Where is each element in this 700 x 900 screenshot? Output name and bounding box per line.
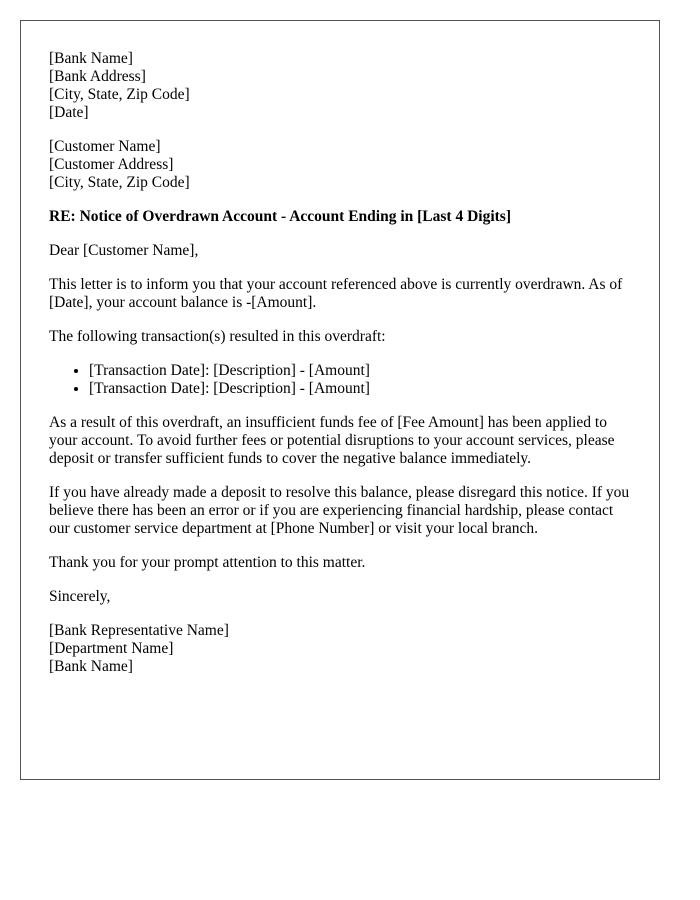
customer-city-state-zip: [City, State, Zip Code]: [49, 174, 190, 191]
thanks-paragraph: Thank you for your prompt attention to this matter.: [49, 554, 366, 571]
bank-city-state-zip: [City, State, Zip Code]: [49, 86, 190, 103]
bank-name: [Bank Name]: [49, 50, 133, 67]
letter-page: [20, 20, 660, 780]
customer-address-block: [49, 138, 631, 192]
customer-name: [Customer Name]: [49, 138, 161, 155]
bank-address-block: [49, 50, 631, 122]
transaction-item: • [Transaction Date]: [Description] - [Amount]: [89, 362, 631, 380]
salutation: Dear [Customer Name],: [49, 242, 199, 259]
representative-name: [Bank Representative Name]: [49, 622, 229, 639]
fee-paragraph: As a result of this overdraft, an insufficient funds fee of [Fee Amount] has been applied to your account. To avoid further fees or potential disruptions to your account services, please deposit or transfer sufficient funds to cover the negative balance immediately.: [49, 414, 615, 467]
bank-address: [Bank Address]: [49, 68, 146, 85]
transactions-lead-paragraph: The following transaction(s) resulted in this overdraft:: [49, 328, 386, 345]
customer-address: [Customer Address]: [49, 156, 174, 173]
department-name: [Department Name]: [49, 640, 174, 657]
transaction-item: • [Transaction Date]: [Description] - [Amount]: [89, 380, 631, 398]
contact-paragraph: If you have already made a deposit to resolve this balance, please disregard this notice. If you believe there has been an error or if you are experiencing financial hardship, please contact our customer service department at [Phone Number] or visit your local branch.: [49, 484, 630, 537]
signature-block: [49, 622, 631, 676]
signature-bank-name: [Bank Name]: [49, 658, 133, 675]
subject-line: RE: Notice of Overdrawn Account - Account Ending in [Last 4 Digits]: [49, 208, 511, 225]
closing: Sincerely,: [49, 588, 111, 605]
transaction-list: [49, 362, 631, 398]
intro-paragraph: This letter is to inform you that your account referenced above is currently overdrawn. As of [Date], your account balance is -[Amount].: [49, 276, 623, 311]
letter-date: [Date]: [49, 104, 89, 121]
